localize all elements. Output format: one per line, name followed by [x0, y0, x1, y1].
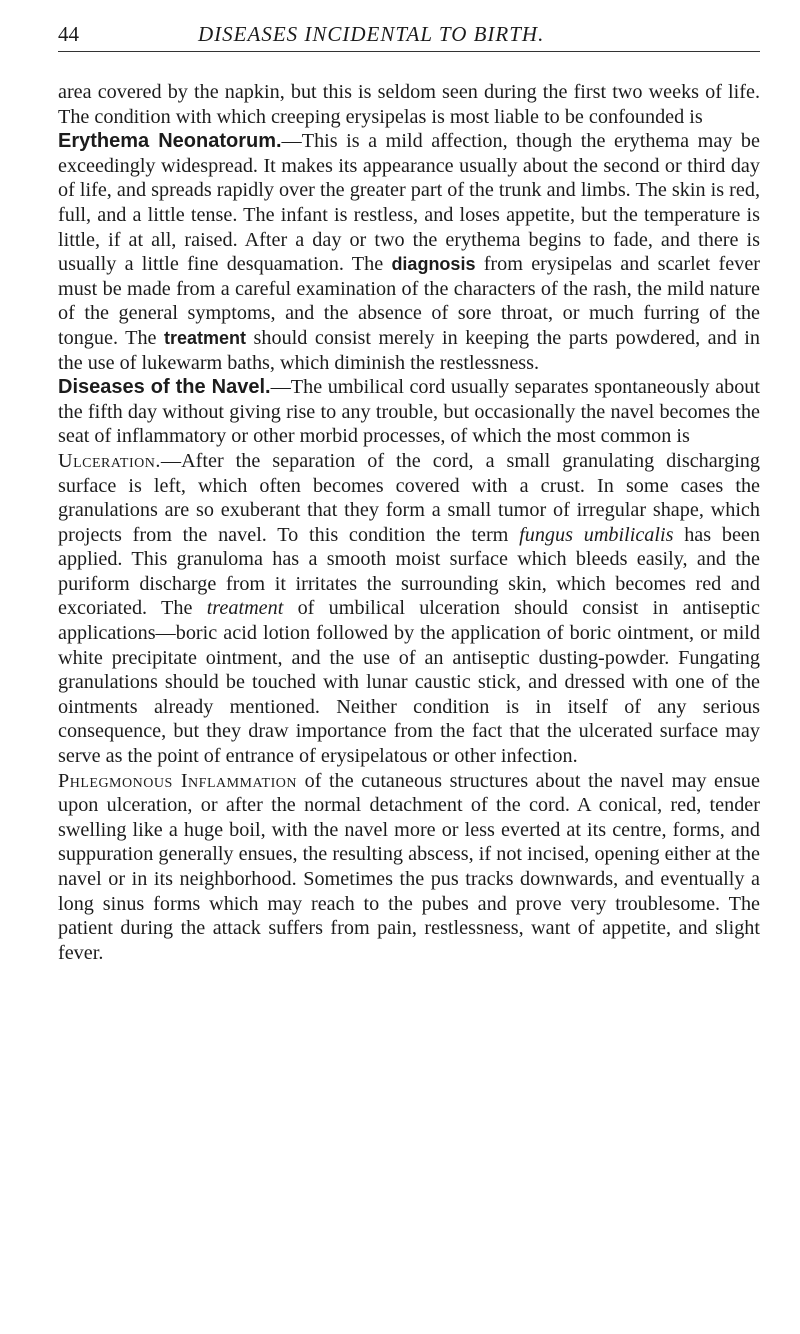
- section-heading-diseases-of-navel: Diseases of the Navel.: [58, 376, 271, 399]
- header-rule: [58, 51, 760, 52]
- paragraph-text: has been applied. This granuloma has a smooth moist surface which bleeds easily, and the puriform discharge from it irritates the surrounding skin, which becomes red and excoriated. The: [58, 523, 760, 620]
- paragraph-text: should consist merely in keeping the parts powdered, and in the use of lukewarm baths, which diminish the restlessness.: [58, 326, 760, 374]
- running-title: DISEASES INCIDENTAL TO BIRTH.: [198, 22, 545, 46]
- section-heading-erythema-neonatorum: Erythema Neonatorum.: [58, 130, 282, 153]
- paragraph-text: —The umbilical cord usually separates spontaneously about the fifth day without giving rise to any trouble, but occasionally the navel becomes the seat of inflammatory or other morbid processes, of which the most common is: [58, 376, 760, 448]
- italic-term-treatment: treatment: [206, 597, 284, 620]
- paragraph-text: —This is a mild affection, though the erythema may be exceedingly widespread. It makes its appearance usually about the second or third day of life, and spreads rapidly over the greater part of the trunk and limbs. The skin is red, full, and a little tense. The infant is restless, and loses appetite, but the temperature is little, if at all, raised. After a day or two the erythema begins to fade, and there is usually a little fine desquamation. The: [58, 130, 760, 276]
- subheading-phlegmonous-inflammation: Phlegmonous Inflammation: [58, 769, 297, 792]
- paragraph-text: of the cutaneous structures about the navel may ensue upon ulceration, or after the normal detachment of the cord. A conical, red, tender swelling like a huge boil, with the navel more or less everted at its centre, forms, and suppuration generally ensues, the resulting abscess, if not incised, opening either at the navel or in its neighborhood. Sometimes the pus tracks downwards, and eventually a long sinus forms which may reach to the pubes and prove very troublesome. The patient during the attack suffers from pain, restlessness, want of appetite, and slight fever.: [58, 769, 760, 964]
- inline-heading-diagnosis: diagnosis: [391, 254, 476, 275]
- page-header: [58, 18, 760, 48]
- paragraph-continuation: [58, 80, 760, 129]
- paragraph-text: of umbilical ulceration should consist in antiseptic applications—boric acid lotion followed by the application of boric ointment, or mild white precipitate ointment, and the use of an antiseptic dusting-powder. Fungating granulations should be touched with lunar caustic stick, and dressed with one of the ointments already mentioned. Neither condition is in itself of any serious consequence, but they draw importance from the fact that the ulcerated surface may serve as the point of entrance of erysipelatous or other infection.: [58, 597, 760, 768]
- paragraph-phlegmonous-inflammation: [58, 769, 760, 966]
- paragraph-diseases-of-navel: [58, 375, 760, 449]
- paragraph-text: —After the separation of the cord, a small granulating discharging surface is left, which often becomes covered with a crust. In some cases the granulations are so exuberant that they form a small tumor of irregular shape, which projects from the navel. To this condition the term: [58, 449, 760, 546]
- paragraph-ulceration: [58, 449, 760, 769]
- italic-term-fungus-umbilicalis: fungus umbilicalis: [519, 523, 674, 546]
- subheading-ulceration: Ulceration.: [58, 449, 161, 472]
- paragraph-text: area covered by the napkin, but this is seldom seen during the first two weeks of life. The condition with which creeping erysipelas is most liable to be confounded is: [58, 81, 760, 128]
- inline-heading-treatment: treatment: [164, 327, 247, 348]
- paragraph-text: from erysipelas and scarlet fever must be made from a careful examination of the characters of the rash, the mild nature of the general symptoms, and the absence of sore throat, or much furring of the tongue. The: [58, 253, 761, 349]
- body-text: [58, 80, 760, 965]
- page-number: 44: [58, 22, 79, 46]
- paragraph-erythema-neonatorum: [58, 129, 760, 375]
